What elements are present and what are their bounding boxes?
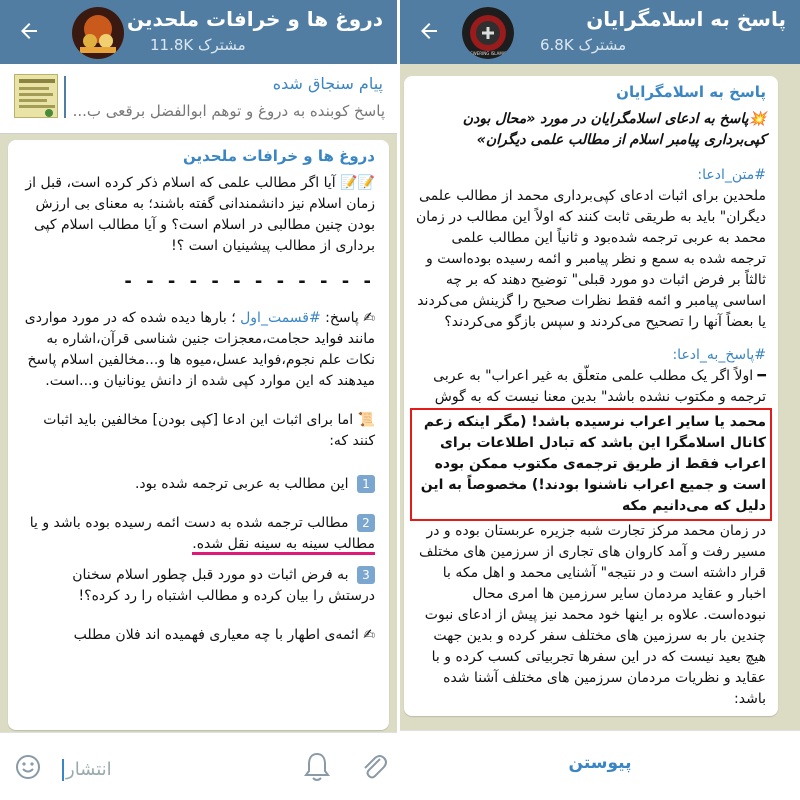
headline-text: پاسخ به ادعای اسلامگرایان در مورد «محال بودن کپی‌برداری پیامبر اسلام از مطالب علمی دیگران» <box>462 111 766 148</box>
answer-rest-text: در زمان محمد مرکز تجارت شبه جزیره عربستان بوده و در مسیر رفت و آمد کاروان های تجاری از سرزمین های مختلف قرار داشته است و در نتیجه" آشنایی محمد و اهل مکه با اخبار و عقاید مردمان سایر سرزمین ها امری محال نبوده‌است. علاوه بر اینها خود محمد نیز پیش از ادعای نبوت چندین بار به سرزمین های مختلف سفر کرده و بدین جهت هیچ بعید نیست که در این سفرها تجربیاتی کسب کرده و با عقاید و نظریات مردمان سرزمین های مختلف آشنا شده باشد: <box>418 523 766 707</box>
chat-header <box>0 0 397 64</box>
message-sender[interactable]: پاسخ به اسلامگرایان <box>616 83 766 101</box>
collision-icon: 💥 <box>748 111 766 127</box>
text-cursor <box>62 759 64 781</box>
number-two-icon: 2 <box>357 514 375 532</box>
claim-text: ملحدین برای اثبات ادعای کپی‌برداری محمد از مطالب علمی دیگران" باید به طریقی ثابت کنند که اولاً این مطالب در زمان محمد به عربی ترجمه شده‌بود و ثانیاً این مطالب علمی ترجمه شده به سمع و نظر پیامبر و ائمه رسیده بوده‌است و ثالثاً بر فرض اثبات دو مورد قبلی" توضیح دهند که بر چه اساسی پیامبر و ائمه فقط نظرات صحیح را گزینش می‌کردند یا بعضاً آنها را تصحیح می‌کردند و سپس بازگو می‌کردند؟ <box>415 188 766 330</box>
right-chat-panel <box>400 0 800 800</box>
writing-hand-icon: ✍ <box>363 310 375 326</box>
item-4-text: ائمه‌ی اطهار با چه معیاری فهمیده اند فلان مطلب <box>73 627 359 643</box>
channel-title: دروغ ها و خرافات ملحدین <box>127 7 383 31</box>
back-button[interactable] <box>12 14 46 48</box>
question-text: آیا اگر مطالب علمی که اسلام ذکر کرده است، قبل از زمان اسلام نیز دانشمندانی گفته باشند؛ به معنای بی ارزش بودن چنین مطالبی در اسلام است؟ و آیا مطالب اسلام کپی برداری از مطالب پیشینیان است ؟! <box>25 175 375 254</box>
avatar-text: ANSWERING ISLAMISTS <box>464 51 512 56</box>
list-item-1 <box>22 474 375 495</box>
join-bar <box>400 730 800 800</box>
item-3-text: به فرض اثبات دو مورد قبل چطور اسلام سخنان درستش را بیان کرده و مطالب اشتباه را رد کرده؟! <box>72 567 375 604</box>
pinned-thumbnail <box>14 74 58 118</box>
item-2-underlined: مطالب سینه به سینه نقل شده. <box>192 536 375 555</box>
arrow-left-icon <box>17 19 41 43</box>
answer-paragraph <box>22 308 375 392</box>
pinned-accent-bar <box>64 76 66 118</box>
item-1-text: این مطالب به عربی ترجمه شده بود. <box>134 476 349 492</box>
number-three-icon: 3 <box>357 566 375 584</box>
memo-icon: 📝📝 <box>340 175 375 191</box>
join-button[interactable]: پیوستن <box>568 753 632 773</box>
back-button[interactable] <box>412 14 446 48</box>
hashtag-claim[interactable]: #متن_ادعا: <box>697 167 766 183</box>
dash-separator: - - - - - - - - - - - - <box>124 271 375 292</box>
emoji-icon[interactable] <box>14 753 42 781</box>
message-bubble <box>404 76 778 716</box>
hashtag-answer[interactable]: #پاسخ_به_ادعا: <box>672 347 766 363</box>
highlight-box <box>410 408 772 521</box>
channel-avatar[interactable] <box>462 7 514 59</box>
pinned-title: پیام سنجاق شده <box>272 74 383 93</box>
hashtag-part-one[interactable]: #قسمت_اول <box>240 310 321 326</box>
boxed-text: محمد یا سایر اعراب نرسیده باشد! (مگر اینکه زعم کانال اسلامگرا این باشد که تبادل اطلاعات برای اعراب فقط از طریق ترجمه‌ی مکتوب ممکن بوده است و جمیع اعراب ناشنوا بودند!) مخصوصاً به این دلیل که می‌دانیم مکه <box>420 414 766 514</box>
bell-icon[interactable] <box>302 751 332 783</box>
message-sender[interactable]: دروغ ها و خرافات ملحدین <box>183 147 375 165</box>
message-bubble <box>8 140 389 730</box>
answer-text: ؛ بارها دیده شده که در مورد مواردی مانند فواید حجامت،معجزات جنین شناسی قرآن،اشاره به نکات علم نجوم،فواید عسل،میوه ها و...مخالفین اسلام پاسخ میدهند که این موارد کپی شده از دانش یونانیان و...است. <box>24 310 375 389</box>
channel-avatar[interactable] <box>72 7 124 59</box>
proof-intro: اما برای اثبات این ادعا [کپی بودن] مخالفین باید اثبات کنند که: <box>43 412 375 449</box>
list-item-3 <box>22 565 375 607</box>
number-one-icon: 1 <box>357 475 375 493</box>
answer-paragraph <box>414 345 766 408</box>
answer-rest-paragraph <box>414 521 766 710</box>
message-input[interactable]: انتشار <box>66 759 112 780</box>
question-paragraph <box>22 173 375 257</box>
message-input-bar <box>0 732 397 800</box>
pinned-message-bar[interactable] <box>0 64 397 134</box>
claim-paragraph <box>414 165 766 333</box>
writing-hand-icon: ✍ <box>363 627 375 643</box>
channel-title: پاسخ به اسلامگرایان <box>586 7 786 31</box>
arrow-left-icon <box>417 19 441 43</box>
item-2-text: مطالب ترجمه شده به دست ائمه رسیده بوده باشد و یا <box>29 515 349 531</box>
answer-lead: ━ اولاً اگر یک مطلب علمی متعلّق به غیر اعراب" به عربی ترجمه و مکتوب نشده باشد" بدین معنا نیست که به گوش <box>433 368 766 405</box>
list-item-4 <box>22 625 375 646</box>
pinned-text: پاسخ کوبنده به دروغ و توهم ابوالفضل برقعی ب... <box>72 102 385 120</box>
scroll-icon: 📜 <box>357 412 375 428</box>
left-chat-panel <box>0 0 397 800</box>
answer-lead-text: اولاً اگر یک مطلب علمی متعلّق به غیر اعراب" به عربی ترجمه و مکتوب نشده باشد" بدین معنا نیست که به گوش <box>433 368 766 405</box>
attach-icon[interactable] <box>360 751 388 783</box>
list-item-2 <box>22 513 375 555</box>
chat-header <box>400 0 800 64</box>
proof-intro-paragraph <box>22 410 375 452</box>
answer-prefix: پاسخ: <box>320 310 359 326</box>
subscriber-count: 6.8K مشترک <box>540 36 627 54</box>
subscriber-count: 11.8K مشترک <box>150 36 246 54</box>
headline-paragraph <box>414 109 766 151</box>
